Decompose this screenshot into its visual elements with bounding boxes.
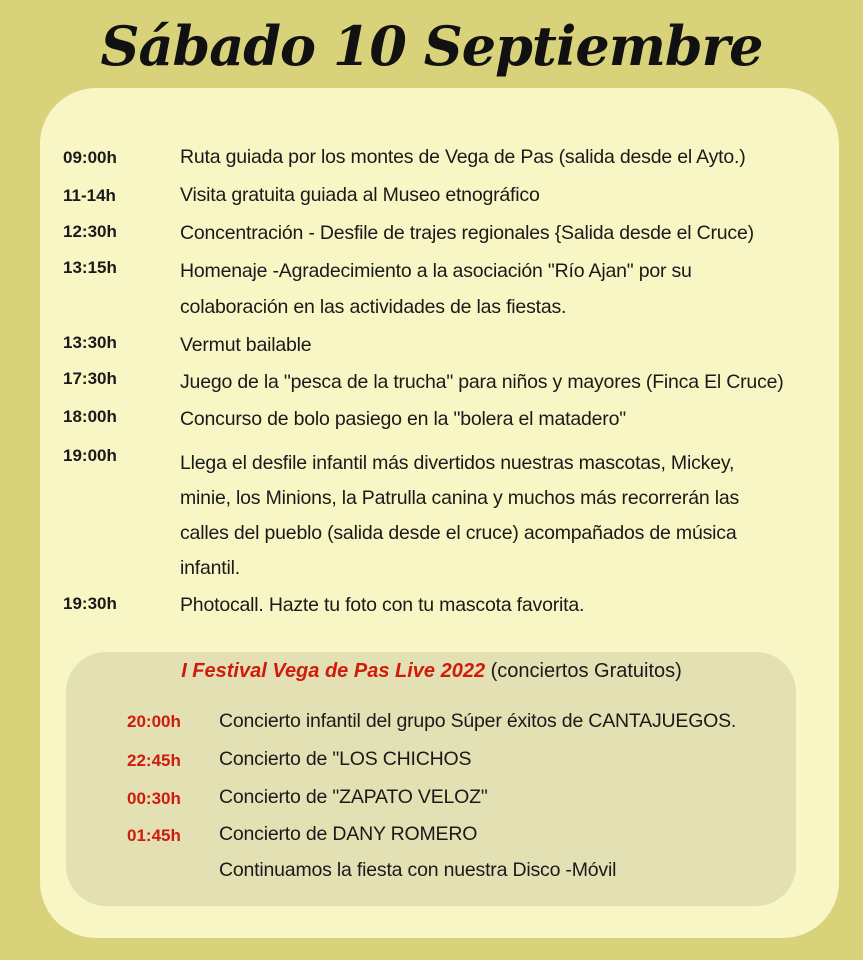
schedule-time: 17:30h xyxy=(63,369,117,388)
schedule-text: infantil. xyxy=(180,557,240,579)
page-title: Sábado 10 Septiembre xyxy=(100,14,763,78)
schedule-time: 18:00h xyxy=(63,407,117,426)
schedule-time: 12:30h xyxy=(63,222,117,241)
schedule-text: Photocall. Hazte tu foto con tu mascota favorita. xyxy=(180,594,585,616)
schedule-text: colaboración en las actividades de las fiestas. xyxy=(180,296,567,318)
festival-time: 20:00h xyxy=(127,712,181,731)
schedule-text: Concurso de bolo pasiego en la "bolera el matadero" xyxy=(180,408,626,430)
festival-time: 22:45h xyxy=(127,751,181,770)
festival-heading xyxy=(0,660,863,683)
schedule-text: Ruta guiada por los montes de Vega de Pas (salida desde el Ayto.) xyxy=(180,146,746,168)
schedule-time: 13:15h xyxy=(63,258,117,277)
schedule-time: 11-14h xyxy=(63,186,116,205)
festival-time: 01:45h xyxy=(127,826,181,845)
festival-closing: Continuamos la fiesta con nuestra Disco -Móvil xyxy=(219,859,617,881)
schedule-time: 09:00h xyxy=(63,148,117,167)
schedule-text: minie, los Minions, la Patrulla canina y muchos más recorrerán las xyxy=(180,487,740,509)
schedule-text: Homenaje -Agradecimiento a la asociación "Río Ajan" por su xyxy=(180,260,692,282)
schedule-text: calles del pueblo (salida desde el cruce) acompañados de música xyxy=(180,522,737,544)
schedule-time: 13:30h xyxy=(63,333,117,352)
festival-name: I Festival Vega de Pas Live 2022 xyxy=(181,660,486,682)
festival-text: Concierto de "LOS CHICHOS xyxy=(219,748,472,770)
festival-note: (conciertos Gratuitos) xyxy=(490,660,682,682)
schedule-text: Juego de la "pesca de la trucha" para niños y mayores (Finca El Cruce) xyxy=(180,371,784,393)
schedule-time: 19:30h xyxy=(63,594,117,613)
schedule-text: Llega el desfile infantil más divertidos nuestras mascotas, Mickey, xyxy=(180,452,735,474)
schedule-text: Visita gratuita guiada al Museo etnográfico xyxy=(180,184,540,206)
festival-text: Concierto de "ZAPATO VELOZ" xyxy=(219,786,488,808)
festival-text: Concierto de DANY ROMERO xyxy=(219,823,478,845)
schedule-text: Concentración - Desfile de trajes regionales {Salida desde el Cruce) xyxy=(180,222,754,244)
festival-time: 00:30h xyxy=(127,789,181,808)
schedule-text: Vermut bailable xyxy=(180,334,312,356)
festival-text: Concierto infantil del grupo Súper éxitos de CANTAJUEGOS. xyxy=(219,710,737,732)
schedule-time: 19:00h xyxy=(63,446,117,465)
